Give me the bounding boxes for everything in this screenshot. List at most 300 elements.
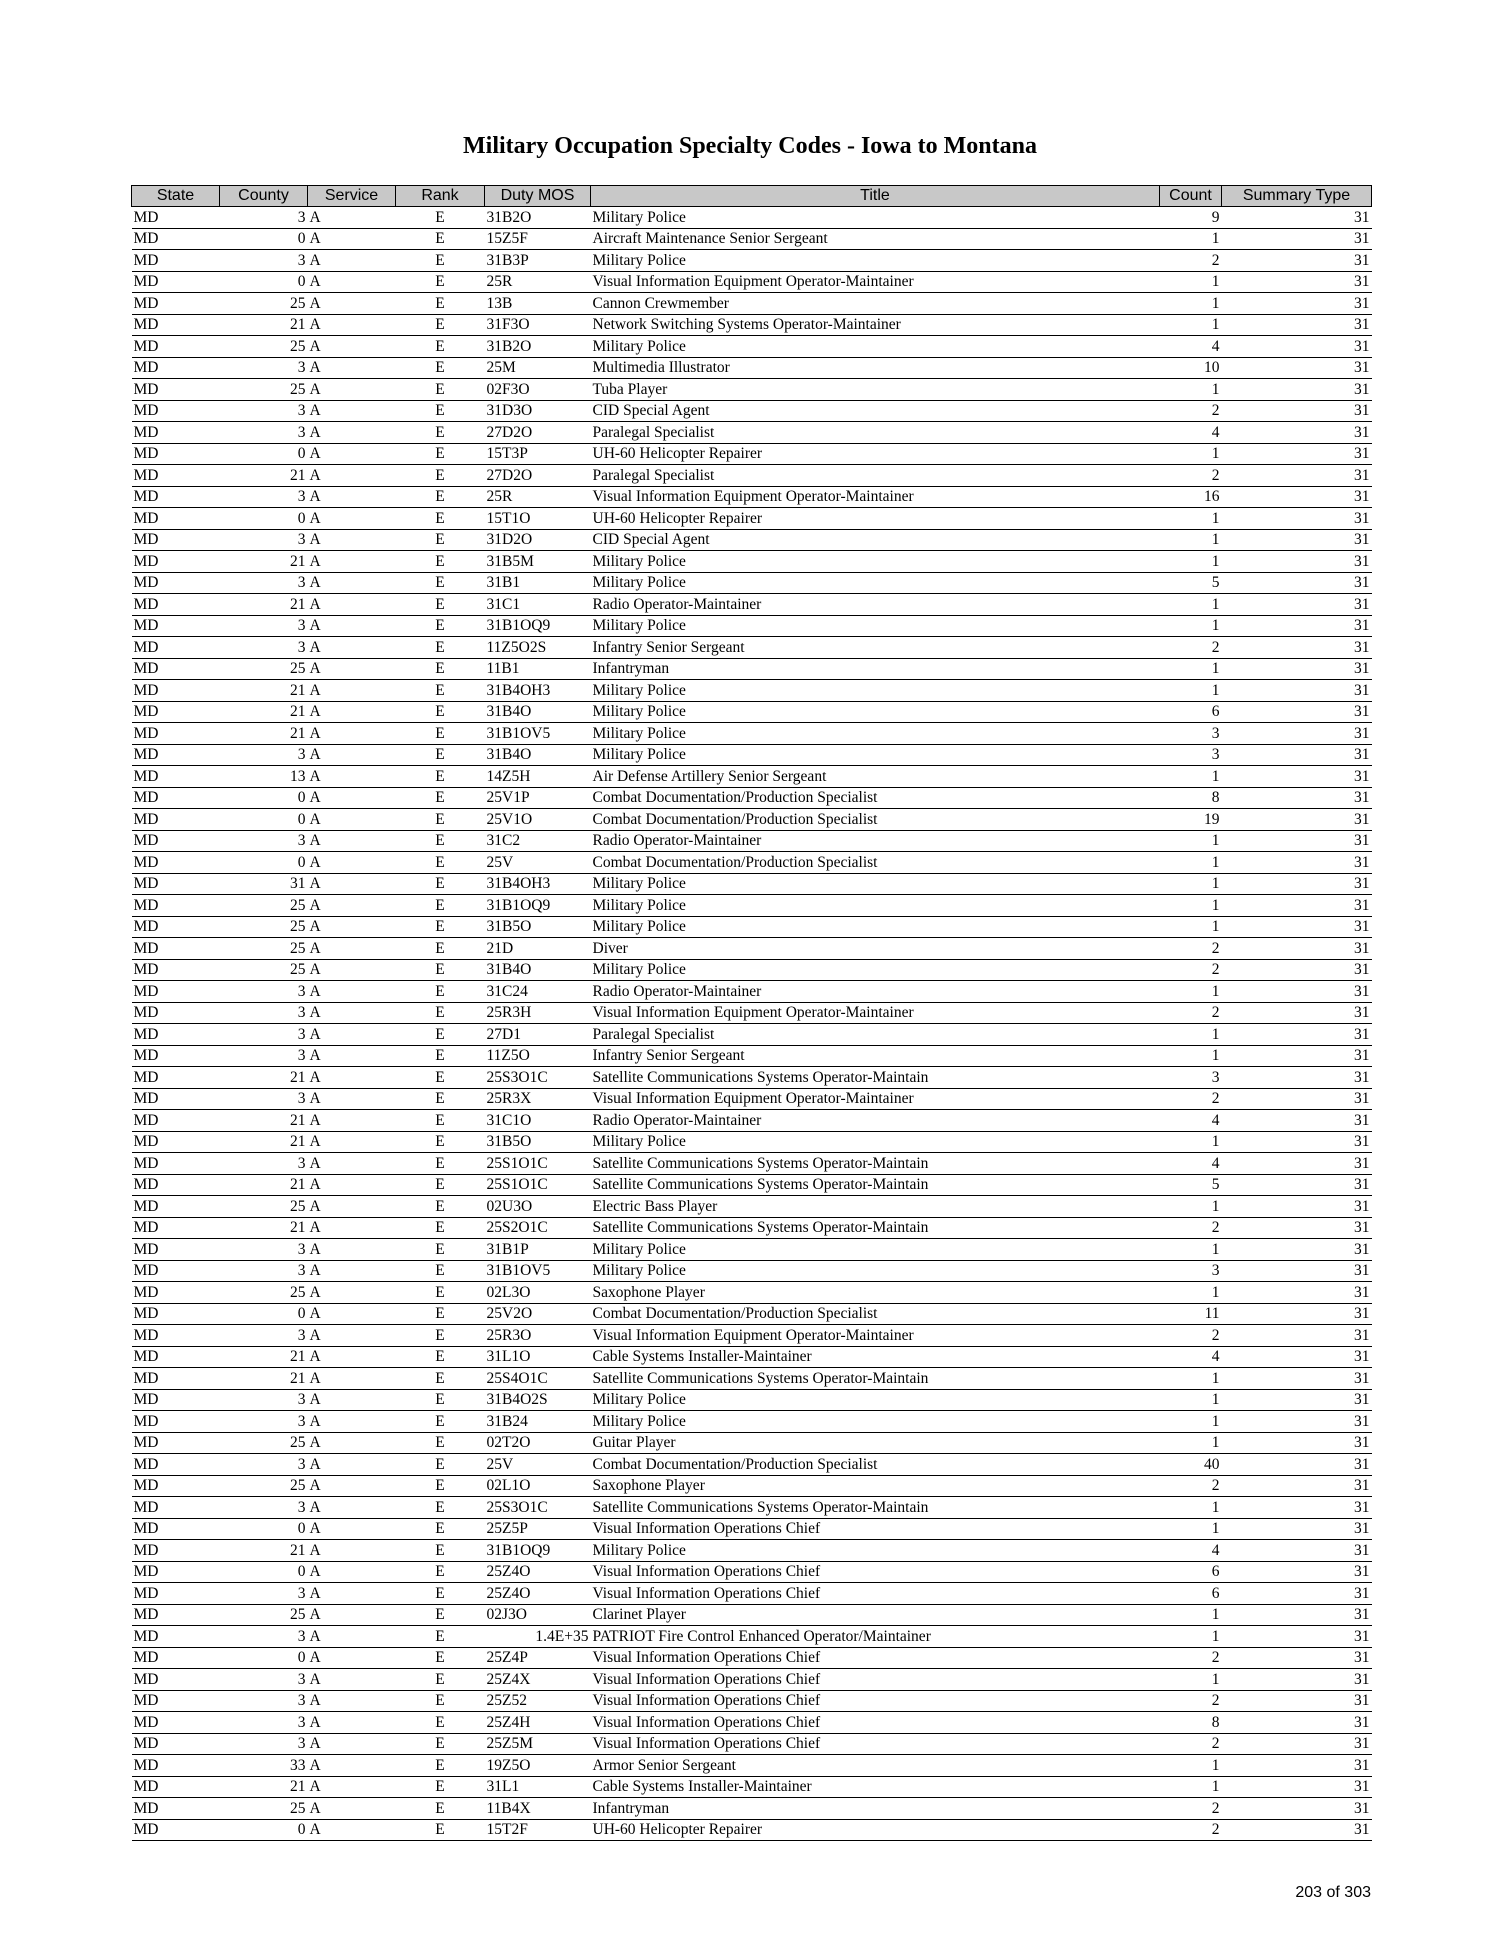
cell-county: 3 xyxy=(220,572,308,594)
cell-count: 2 xyxy=(1160,938,1222,960)
cell-duty-mos: 31B1OV5 xyxy=(485,723,591,745)
cell-summary-type: 31 xyxy=(1222,271,1372,293)
cell-duty-mos: 31L1 xyxy=(485,1776,591,1798)
cell-summary-type: 31 xyxy=(1222,400,1372,422)
cell-rank: E xyxy=(396,1432,485,1454)
cell-county: 3 xyxy=(220,357,308,379)
cell-title: Paralegal Specialist xyxy=(591,1024,1160,1046)
cell-duty-mos: 25Z5P xyxy=(485,1518,591,1540)
cell-rank: E xyxy=(396,766,485,788)
cell-count: 1 xyxy=(1160,228,1222,250)
cell-county: 3 xyxy=(220,830,308,852)
cell-rank: E xyxy=(396,787,485,809)
cell-county: 21 xyxy=(220,723,308,745)
cell-county: 25 xyxy=(220,1282,308,1304)
cell-rank: E xyxy=(396,1088,485,1110)
cell-duty-mos: 25S2O1C xyxy=(485,1217,591,1239)
cell-county: 21 xyxy=(220,594,308,616)
cell-county: 3 xyxy=(220,400,308,422)
cell-duty-mos: 31B4OH3 xyxy=(485,873,591,895)
cell-county: 25 xyxy=(220,1475,308,1497)
cell-service: A xyxy=(308,228,396,250)
cell-title: Military Police xyxy=(591,1260,1160,1282)
table-row xyxy=(132,357,1372,379)
cell-service: A xyxy=(308,1540,396,1562)
cell-rank: E xyxy=(396,1303,485,1325)
cell-service: A xyxy=(308,1669,396,1691)
cell-duty-mos: 25S4O1C xyxy=(485,1368,591,1390)
cell-count: 2 xyxy=(1160,1798,1222,1820)
cell-service: A xyxy=(308,551,396,573)
cell-county: 3 xyxy=(220,981,308,1003)
cell-count: 1 xyxy=(1160,766,1222,788)
cell-title: Visual Information Operations Chief xyxy=(591,1712,1160,1734)
cell-rank: E xyxy=(396,959,485,981)
cell-rank: E xyxy=(396,744,485,766)
cell-service: A xyxy=(308,1604,396,1626)
cell-title: Military Police xyxy=(591,701,1160,723)
cell-state: MD xyxy=(132,1604,220,1626)
cell-title: Visual Information Equipment Operator-Maintainer xyxy=(591,1002,1160,1024)
cell-county: 3 xyxy=(220,1454,308,1476)
cell-rank: E xyxy=(396,336,485,358)
cell-rank: E xyxy=(396,1239,485,1261)
cell-count: 5 xyxy=(1160,572,1222,594)
cell-title: Cable Systems Installer-Maintainer xyxy=(591,1776,1160,1798)
table-row xyxy=(132,400,1372,422)
cell-count: 1 xyxy=(1160,1024,1222,1046)
cell-count: 1 xyxy=(1160,981,1222,1003)
table-row xyxy=(132,336,1372,358)
cell-duty-mos: 25Z4P xyxy=(485,1647,591,1669)
cell-count: 2 xyxy=(1160,1690,1222,1712)
cell-service: A xyxy=(308,1497,396,1519)
cell-state: MD xyxy=(132,1411,220,1433)
cell-summary-type: 31 xyxy=(1222,1583,1372,1605)
cell-rank: E xyxy=(396,938,485,960)
cell-county: 3 xyxy=(220,1153,308,1175)
cell-title: Cable Systems Installer-Maintainer xyxy=(591,1346,1160,1368)
cell-duty-mos: 31B1OV5 xyxy=(485,1260,591,1282)
cell-duty-mos: 31B2O xyxy=(485,207,591,229)
cell-rank: E xyxy=(396,1368,485,1390)
cell-rank: E xyxy=(396,873,485,895)
cell-state: MD xyxy=(132,1088,220,1110)
cell-title: Saxophone Player xyxy=(591,1282,1160,1304)
table-row xyxy=(132,766,1372,788)
cell-service: A xyxy=(308,723,396,745)
cell-summary-type: 31 xyxy=(1222,1282,1372,1304)
cell-rank: E xyxy=(396,572,485,594)
cell-count: 1 xyxy=(1160,916,1222,938)
cell-duty-mos: 02F3O xyxy=(485,379,591,401)
table-row xyxy=(132,1131,1372,1153)
cell-service: A xyxy=(308,766,396,788)
cell-service: A xyxy=(308,486,396,508)
cell-summary-type: 31 xyxy=(1222,1024,1372,1046)
table-row xyxy=(132,422,1372,444)
cell-count: 6 xyxy=(1160,1583,1222,1605)
cell-summary-type: 31 xyxy=(1222,228,1372,250)
cell-summary-type: 31 xyxy=(1222,938,1372,960)
cell-service: A xyxy=(308,250,396,272)
cell-service: A xyxy=(308,895,396,917)
table-row xyxy=(132,1712,1372,1734)
cell-state: MD xyxy=(132,1733,220,1755)
cell-duty-mos: 31B1P xyxy=(485,1239,591,1261)
table-row xyxy=(132,852,1372,874)
cell-county: 3 xyxy=(220,1389,308,1411)
cell-state: MD xyxy=(132,637,220,659)
cell-state: MD xyxy=(132,1819,220,1841)
cell-count: 1 xyxy=(1160,895,1222,917)
cell-state: MD xyxy=(132,1368,220,1390)
cell-state: MD xyxy=(132,1475,220,1497)
cell-county: 3 xyxy=(220,1002,308,1024)
cell-county: 21 xyxy=(220,314,308,336)
cell-county: 25 xyxy=(220,938,308,960)
cell-duty-mos: 19Z5O xyxy=(485,1755,591,1777)
cell-count: 8 xyxy=(1160,1712,1222,1734)
cell-summary-type: 31 xyxy=(1222,830,1372,852)
cell-title: Military Police xyxy=(591,336,1160,358)
cell-title: Infantry Senior Sergeant xyxy=(591,1045,1160,1067)
cell-count: 1 xyxy=(1160,379,1222,401)
cell-county: 0 xyxy=(220,1647,308,1669)
cell-count: 1 xyxy=(1160,1239,1222,1261)
cell-rank: E xyxy=(396,658,485,680)
cell-service: A xyxy=(308,1454,396,1476)
cell-duty-mos: 31B1OQ9 xyxy=(485,615,591,637)
cell-rank: E xyxy=(396,1647,485,1669)
cell-county: 3 xyxy=(220,1690,308,1712)
cell-title: Radio Operator-Maintainer xyxy=(591,830,1160,852)
cell-rank: E xyxy=(396,1669,485,1691)
cell-rank: E xyxy=(396,1045,485,1067)
cell-summary-type: 31 xyxy=(1222,1239,1372,1261)
cell-rank: E xyxy=(396,551,485,573)
cell-count: 2 xyxy=(1160,1002,1222,1024)
cell-rank: E xyxy=(396,1131,485,1153)
mos-table xyxy=(131,185,1372,1841)
cell-county: 13 xyxy=(220,766,308,788)
cell-summary-type: 31 xyxy=(1222,744,1372,766)
cell-service: A xyxy=(308,1432,396,1454)
cell-rank: E xyxy=(396,1755,485,1777)
cell-rank: E xyxy=(396,1690,485,1712)
cell-rank: E xyxy=(396,1153,485,1175)
cell-county: 0 xyxy=(220,1303,308,1325)
cell-rank: E xyxy=(396,1260,485,1282)
cell-rank: E xyxy=(396,465,485,487)
table-row xyxy=(132,1733,1372,1755)
cell-service: A xyxy=(308,400,396,422)
table-row xyxy=(132,1024,1372,1046)
cell-state: MD xyxy=(132,1346,220,1368)
cell-duty-mos: 02L1O xyxy=(485,1475,591,1497)
cell-rank: E xyxy=(396,830,485,852)
table-row xyxy=(132,1497,1372,1519)
cell-count: 1 xyxy=(1160,1604,1222,1626)
table-row xyxy=(132,1002,1372,1024)
cell-duty-mos: 02U3O xyxy=(485,1196,591,1218)
cell-duty-mos: 25R xyxy=(485,271,591,293)
cell-count: 1 xyxy=(1160,1045,1222,1067)
cell-service: A xyxy=(308,852,396,874)
cell-state: MD xyxy=(132,1389,220,1411)
table-row xyxy=(132,916,1372,938)
cell-rank: E xyxy=(396,981,485,1003)
cell-duty-mos: 25V1P xyxy=(485,787,591,809)
cell-rank: E xyxy=(396,1776,485,1798)
cell-service: A xyxy=(308,379,396,401)
cell-count: 5 xyxy=(1160,1174,1222,1196)
cell-county: 21 xyxy=(220,1110,308,1132)
cell-count: 2 xyxy=(1160,400,1222,422)
cell-count: 1 xyxy=(1160,314,1222,336)
cell-service: A xyxy=(308,443,396,465)
cell-service: A xyxy=(308,314,396,336)
cell-state: MD xyxy=(132,1432,220,1454)
table-row xyxy=(132,1282,1372,1304)
cell-count: 1 xyxy=(1160,680,1222,702)
cell-state: MD xyxy=(132,895,220,917)
cell-summary-type: 31 xyxy=(1222,1819,1372,1841)
cell-service: A xyxy=(308,787,396,809)
cell-summary-type: 31 xyxy=(1222,572,1372,594)
table-row xyxy=(132,637,1372,659)
cell-summary-type: 31 xyxy=(1222,1690,1372,1712)
cell-summary-type: 31 xyxy=(1222,1153,1372,1175)
cell-state: MD xyxy=(132,744,220,766)
cell-duty-mos: 31C1O xyxy=(485,1110,591,1132)
header-row xyxy=(132,186,1372,207)
cell-count: 2 xyxy=(1160,1475,1222,1497)
table-row xyxy=(132,723,1372,745)
cell-duty-mos: 11B4X xyxy=(485,1798,591,1820)
cell-title: Visual Information Operations Chief xyxy=(591,1647,1160,1669)
cell-county: 21 xyxy=(220,1776,308,1798)
cell-title: Diver xyxy=(591,938,1160,960)
cell-state: MD xyxy=(132,959,220,981)
table-row xyxy=(132,787,1372,809)
cell-summary-type: 31 xyxy=(1222,314,1372,336)
cell-county: 3 xyxy=(220,1733,308,1755)
cell-summary-type: 31 xyxy=(1222,916,1372,938)
table-row xyxy=(132,938,1372,960)
cell-service: A xyxy=(308,1067,396,1089)
cell-duty-mos: 25R xyxy=(485,486,591,508)
cell-summary-type: 31 xyxy=(1222,680,1372,702)
cell-title: Satellite Communications Systems Operator-Maintain xyxy=(591,1217,1160,1239)
cell-count: 1 xyxy=(1160,873,1222,895)
cell-state: MD xyxy=(132,572,220,594)
cell-rank: E xyxy=(396,809,485,831)
cell-count: 1 xyxy=(1160,271,1222,293)
cell-service: A xyxy=(308,981,396,1003)
cell-rank: E xyxy=(396,594,485,616)
table-row xyxy=(132,1583,1372,1605)
cell-title: Military Police xyxy=(591,615,1160,637)
cell-summary-type: 31 xyxy=(1222,1303,1372,1325)
table-row xyxy=(132,529,1372,551)
cell-county: 3 xyxy=(220,486,308,508)
cell-rank: E xyxy=(396,379,485,401)
cell-duty-mos: 27D2O xyxy=(485,422,591,444)
cell-service: A xyxy=(308,938,396,960)
page-number: 203 of 303 xyxy=(1295,1884,1371,1901)
cell-summary-type: 31 xyxy=(1222,766,1372,788)
table-row xyxy=(132,508,1372,530)
table-row xyxy=(132,1045,1372,1067)
cell-summary-type: 31 xyxy=(1222,1389,1372,1411)
table-row xyxy=(132,1174,1372,1196)
cell-state: MD xyxy=(132,809,220,831)
cell-rank: E xyxy=(396,486,485,508)
cell-rank: E xyxy=(396,852,485,874)
cell-summary-type: 31 xyxy=(1222,637,1372,659)
cell-county: 0 xyxy=(220,787,308,809)
cell-title: Satellite Communications Systems Operator-Maintain xyxy=(591,1497,1160,1519)
cell-rank: E xyxy=(396,1583,485,1605)
cell-duty-mos: 25V xyxy=(485,1454,591,1476)
cell-summary-type: 31 xyxy=(1222,1045,1372,1067)
cell-state: MD xyxy=(132,400,220,422)
cell-service: A xyxy=(308,1389,396,1411)
cell-service: A xyxy=(308,1712,396,1734)
cell-count: 6 xyxy=(1160,701,1222,723)
table-row xyxy=(132,830,1372,852)
cell-county: 25 xyxy=(220,336,308,358)
cell-summary-type: 31 xyxy=(1222,529,1372,551)
table-row xyxy=(132,1776,1372,1798)
table-row xyxy=(132,1067,1372,1089)
cell-rank: E xyxy=(396,1819,485,1841)
cell-duty-mos: 25S1O1C xyxy=(485,1174,591,1196)
cell-title: Military Police xyxy=(591,1389,1160,1411)
cell-count: 10 xyxy=(1160,357,1222,379)
cell-service: A xyxy=(308,1196,396,1218)
cell-duty-mos: 31B4O xyxy=(485,701,591,723)
cell-title: PATRIOT Fire Control Enhanced Operator/Maintainer xyxy=(591,1626,1160,1648)
cell-rank: E xyxy=(396,1561,485,1583)
cell-service: A xyxy=(308,1733,396,1755)
cell-county: 25 xyxy=(220,1196,308,1218)
cell-count: 40 xyxy=(1160,1454,1222,1476)
table-row xyxy=(132,1647,1372,1669)
cell-title: Combat Documentation/Production Specialist xyxy=(591,787,1160,809)
cell-rank: E xyxy=(396,400,485,422)
cell-duty-mos: 27D1 xyxy=(485,1024,591,1046)
cell-summary-type: 31 xyxy=(1222,357,1372,379)
cell-state: MD xyxy=(132,787,220,809)
cell-summary-type: 31 xyxy=(1222,508,1372,530)
cell-rank: E xyxy=(396,1733,485,1755)
cell-service: A xyxy=(308,1798,396,1820)
cell-title: Infantry Senior Sergeant xyxy=(591,637,1160,659)
cell-duty-mos: 25R3X xyxy=(485,1088,591,1110)
cell-summary-type: 31 xyxy=(1222,1798,1372,1820)
cell-service: A xyxy=(308,1303,396,1325)
cell-count: 3 xyxy=(1160,1067,1222,1089)
cell-title: Guitar Player xyxy=(591,1432,1160,1454)
cell-state: MD xyxy=(132,1647,220,1669)
cell-service: A xyxy=(308,1346,396,1368)
cell-state: MD xyxy=(132,1325,220,1347)
table-row xyxy=(132,1561,1372,1583)
cell-county: 3 xyxy=(220,250,308,272)
cell-title: Combat Documentation/Production Specialist xyxy=(591,852,1160,874)
cell-count: 2 xyxy=(1160,1325,1222,1347)
cell-count: 1 xyxy=(1160,1626,1222,1648)
cell-rank: E xyxy=(396,228,485,250)
cell-county: 0 xyxy=(220,1819,308,1841)
cell-rank: E xyxy=(396,422,485,444)
cell-duty-mos: 25V xyxy=(485,852,591,874)
cell-summary-type: 31 xyxy=(1222,379,1372,401)
cell-rank: E xyxy=(396,1454,485,1476)
cell-rank: E xyxy=(396,1389,485,1411)
cell-duty-mos: 31B4OH3 xyxy=(485,680,591,702)
cell-rank: E xyxy=(396,443,485,465)
cell-summary-type: 31 xyxy=(1222,336,1372,358)
cell-state: MD xyxy=(132,357,220,379)
table-row xyxy=(132,1411,1372,1433)
cell-rank: E xyxy=(396,895,485,917)
table-row xyxy=(132,658,1372,680)
cell-state: MD xyxy=(132,1045,220,1067)
table-row xyxy=(132,486,1372,508)
cell-duty-mos: 31D2O xyxy=(485,529,591,551)
cell-rank: E xyxy=(396,271,485,293)
cell-summary-type: 31 xyxy=(1222,1131,1372,1153)
cell-count: 1 xyxy=(1160,830,1222,852)
cell-rank: E xyxy=(396,1411,485,1433)
cell-state: MD xyxy=(132,486,220,508)
cell-rank: E xyxy=(396,529,485,551)
cell-title: UH-60 Helicopter Repairer xyxy=(591,1819,1160,1841)
cell-state: MD xyxy=(132,207,220,229)
cell-summary-type: 31 xyxy=(1222,895,1372,917)
cell-summary-type: 31 xyxy=(1222,1454,1372,1476)
cell-count: 19 xyxy=(1160,809,1222,831)
cell-state: MD xyxy=(132,938,220,960)
cell-count: 4 xyxy=(1160,1153,1222,1175)
cell-summary-type: 31 xyxy=(1222,1561,1372,1583)
cell-duty-mos: 31C1 xyxy=(485,594,591,616)
cell-summary-type: 31 xyxy=(1222,1217,1372,1239)
cell-count: 3 xyxy=(1160,723,1222,745)
cell-summary-type: 31 xyxy=(1222,1368,1372,1390)
cell-state: MD xyxy=(132,1153,220,1175)
cell-title: Satellite Communications Systems Operator-Maintain xyxy=(591,1067,1160,1089)
cell-county: 3 xyxy=(220,1260,308,1282)
cell-summary-type: 31 xyxy=(1222,787,1372,809)
cell-count: 4 xyxy=(1160,336,1222,358)
cell-service: A xyxy=(308,1110,396,1132)
cell-summary-type: 31 xyxy=(1222,701,1372,723)
cell-state: MD xyxy=(132,830,220,852)
cell-title: Military Police xyxy=(591,1131,1160,1153)
cell-rank: E xyxy=(396,1798,485,1820)
cell-duty-mos: 25Z5M xyxy=(485,1733,591,1755)
cell-duty-mos: 31B2O xyxy=(485,336,591,358)
table-row xyxy=(132,1604,1372,1626)
cell-summary-type: 31 xyxy=(1222,1755,1372,1777)
cell-service: A xyxy=(308,873,396,895)
cell-summary-type: 31 xyxy=(1222,486,1372,508)
table-row xyxy=(132,271,1372,293)
